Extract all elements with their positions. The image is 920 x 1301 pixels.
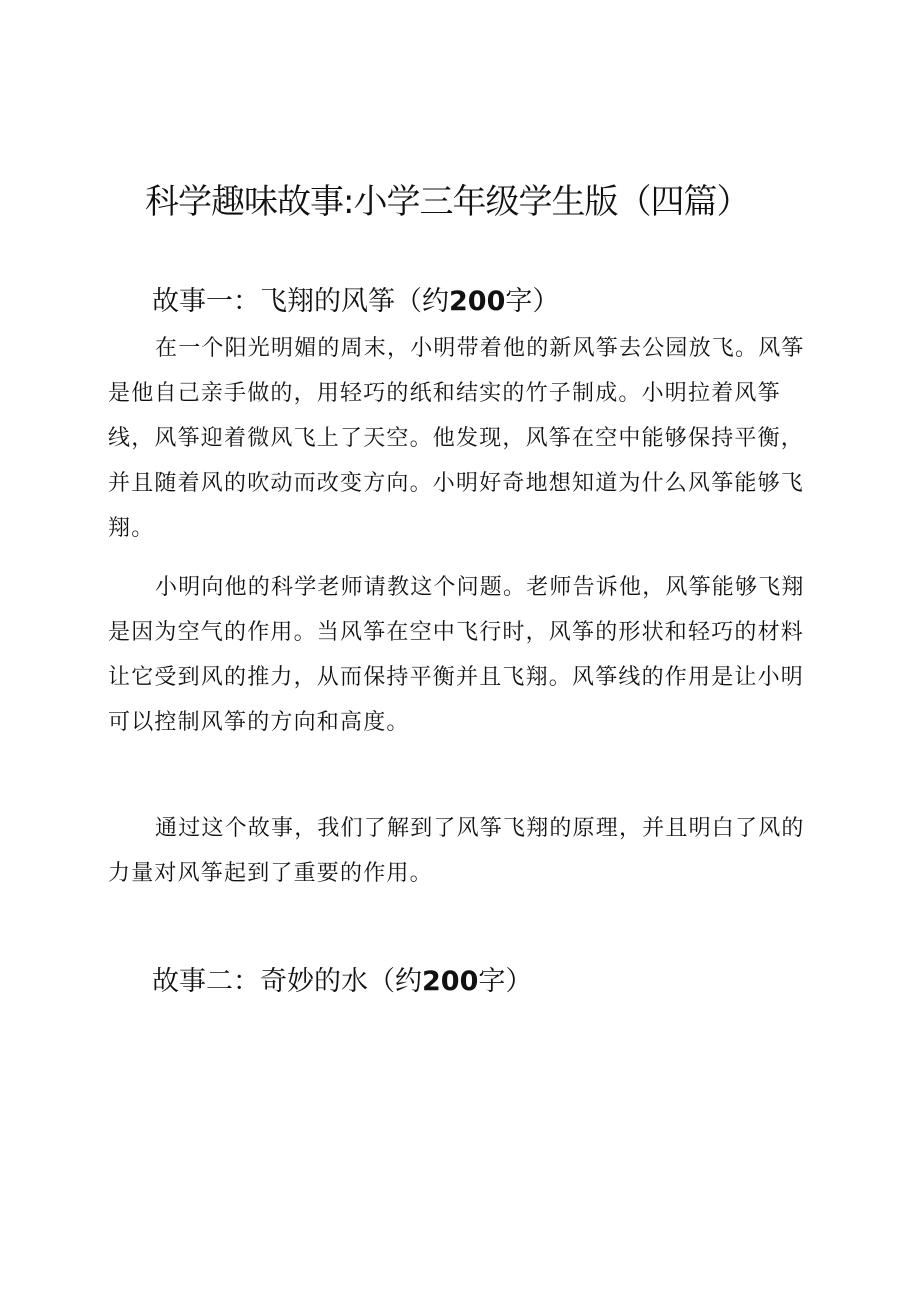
story-one-paragraph-2: 小明向他的科学老师请教这个问题。老师告诉他，风筝能够飞翔是因为空气的作用。当风筝在空中飞行时，风筝的形状和轻巧的材料让它受到风的推力，从而保持平衡并且飞翔。风筝线的作用是让小明可以控制风筝的方向和高度。 [108, 575, 805, 735]
story-two-heading-number: 200 [422, 966, 479, 997]
story-one-paragraph-1: 在一个阳光明媚的周末，小明带着他的新风筝去公园放飞。风筝是他自己亲手做的，用轻巧的纸和结实的竹子制成。小明拉着风筝线，风筝迎着微风飞上了天空。他发现，风筝在空中能够保持平衡，并且随着风的吹动而改变方向。小明好奇地想知道为什么风筝能够飞翔。 [108, 336, 805, 541]
story-one-heading-suffix: 字） [505, 286, 560, 317]
story-one-heading-prefix: 故事一：飞翔的风筝（约 [152, 286, 449, 317]
story-one-paragraph-3: 通过这个故事，我们了解到了风筝飞翔的原理，并且明白了风的力量对风筝起到了重要的作用。 [108, 816, 805, 886]
document-title: 科学趣味故事:小学三年级学生版（四篇） [145, 182, 750, 222]
story-one-heading-number: 200 [449, 286, 506, 317]
story-one-heading [152, 282, 559, 322]
story-two-heading-prefix: 故事二：奇妙的水（约 [152, 966, 422, 997]
story-two-heading [152, 962, 532, 1002]
story-two-heading-suffix: 字） [478, 966, 533, 997]
